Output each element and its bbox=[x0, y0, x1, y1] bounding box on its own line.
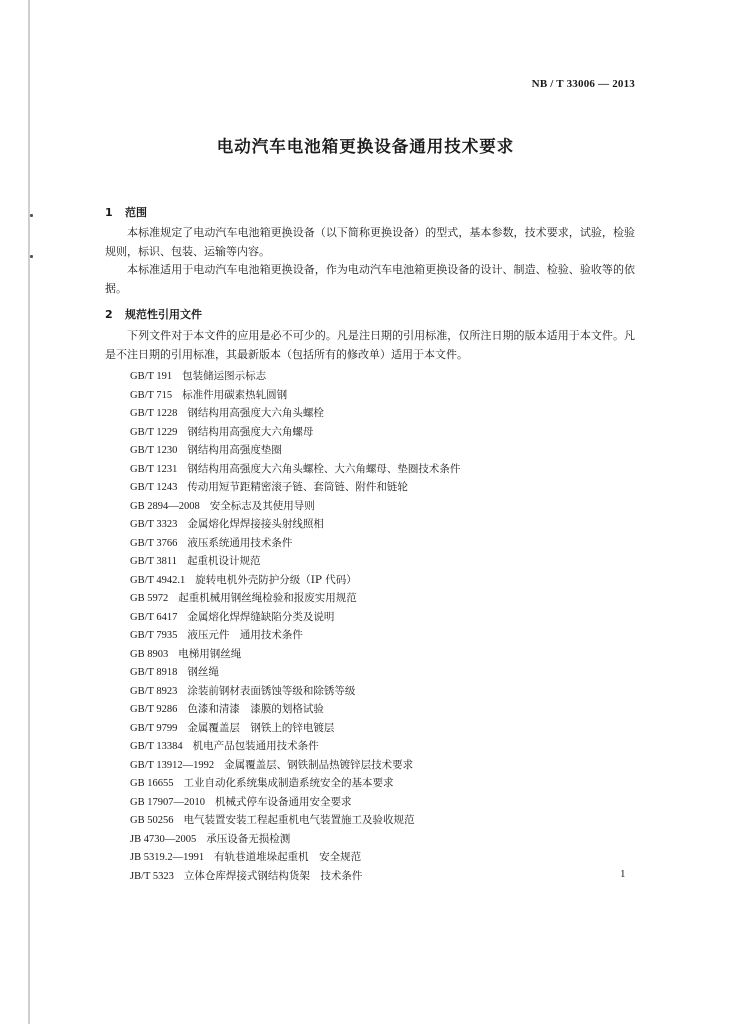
reference-code: GB/T 13912—1992 bbox=[130, 759, 215, 771]
reference-item bbox=[130, 719, 460, 738]
scope-paragraph: 本标准适用于电动汽车电池箱更换设备，作为电动汽车电池箱更换设备的设计、制造、检验、验收等的依据。 bbox=[105, 263, 635, 295]
reference-title: 传动用短节距精密滚子链、套筒链、附件和链轮 bbox=[187, 481, 408, 493]
section-heading-scope bbox=[105, 204, 147, 220]
reference-item bbox=[130, 700, 460, 719]
reference-item bbox=[130, 830, 460, 849]
reference-title: 电梯用钢丝绳 bbox=[178, 647, 242, 660]
reference-item bbox=[130, 441, 460, 460]
reference-code: GB 8903 bbox=[130, 648, 169, 660]
reference-title: 液压系统通用技术条件 bbox=[187, 536, 293, 549]
reference-item bbox=[130, 682, 460, 701]
reference-code: GB/T 8918 bbox=[130, 667, 178, 678]
reference-code: GB/T 9286 bbox=[130, 704, 178, 715]
section-title: 规范性引用文件 bbox=[125, 308, 202, 321]
reference-item bbox=[130, 774, 460, 793]
reference-title: 工业自动化系统集成制造系统安全的基本要求 bbox=[183, 777, 394, 789]
reference-code: GB/T 1231 bbox=[130, 463, 178, 475]
reference-list bbox=[130, 367, 460, 885]
reference-code: GB/T 3323 bbox=[130, 519, 178, 530]
reference-title: 包装储运图示标志 bbox=[182, 370, 267, 382]
reference-code: GB 2894—2008 bbox=[130, 500, 200, 512]
reference-code: GB/T 715 bbox=[130, 389, 173, 401]
reference-code: GB/T 13384 bbox=[130, 741, 183, 752]
reference-item bbox=[130, 423, 460, 442]
normative-refs-intro: 下列文件对于本文件的应用是必不可少的。凡是注日期的引用标准，仅所注日期的版本适用于本文件。凡是不注日期的引用标准，其最新版本（包括所有的修改单）适用于本文件。 bbox=[105, 329, 635, 361]
reference-title: 色漆和清漆 漆膜的划格试验 bbox=[187, 703, 324, 715]
standard-code: NB / T 33006 — 2013 bbox=[531, 78, 635, 90]
reference-code: GB/T 191 bbox=[130, 371, 173, 382]
reference-item bbox=[130, 367, 460, 386]
reference-title: 起重机设计规范 bbox=[186, 555, 261, 567]
reference-item bbox=[130, 515, 460, 534]
reference-item bbox=[130, 534, 460, 553]
reference-title: 电气装置安装工程起重机电气装置施工及验收规范 bbox=[183, 814, 415, 826]
reference-code: GB/T 4942.1 bbox=[130, 574, 186, 586]
reference-title: 起重机械用钢丝绳检验和报废实用规范 bbox=[178, 592, 357, 604]
reference-item bbox=[130, 663, 460, 682]
reference-code: GB/T 8923 bbox=[130, 685, 178, 697]
reference-code: GB/T 7935 bbox=[130, 630, 178, 641]
reference-item bbox=[130, 645, 460, 664]
reference-title: 旋转电机外壳防护分级（IP 代码） bbox=[195, 573, 357, 586]
reference-item bbox=[130, 404, 460, 423]
reference-code: JB/T 5323 bbox=[130, 870, 174, 882]
reference-item bbox=[130, 608, 460, 627]
reference-title: 立体仓库焊接式钢结构货架 技术条件 bbox=[183, 869, 363, 882]
scan-speck bbox=[30, 214, 33, 217]
reference-code: GB/T 3766 bbox=[130, 537, 178, 549]
reference-code: JB 4730—2005 bbox=[130, 833, 197, 845]
reference-item bbox=[130, 478, 460, 497]
reference-item bbox=[130, 497, 460, 516]
reference-code: GB/T 6417 bbox=[130, 611, 178, 623]
section-heading-normative-refs bbox=[105, 306, 202, 322]
reference-code: GB 17907—2010 bbox=[130, 796, 205, 808]
section-number: 1 bbox=[105, 206, 113, 219]
reference-item bbox=[130, 386, 460, 405]
reference-item bbox=[130, 589, 460, 608]
scope-paragraph: 本标准规定了电动汽车电池箱更换设备（以下简称更换设备）的型式，基本参数，技术要求，试验，检验规则，标识、包装、运输等内容。 bbox=[105, 226, 635, 258]
reference-item bbox=[130, 571, 460, 590]
reference-title: 钢丝绳 bbox=[187, 666, 219, 678]
reference-title: 安全标志及其使用导则 bbox=[209, 499, 315, 512]
scan-speck bbox=[30, 255, 33, 258]
reference-title: 液压元件 通用技术条件 bbox=[187, 629, 303, 641]
section-title: 范围 bbox=[125, 206, 147, 219]
document-title: 电动汽车电池箱更换设备通用技术要求 bbox=[216, 137, 515, 156]
reference-title: 金属覆盖层、钢铁制品热镀锌层技术要求 bbox=[224, 758, 414, 771]
reference-code: GB/T 3811 bbox=[130, 556, 177, 567]
page-number: 1 bbox=[620, 868, 626, 880]
reference-item bbox=[130, 848, 460, 867]
reference-code: GB 50256 bbox=[130, 815, 174, 826]
reference-item bbox=[130, 552, 460, 571]
reference-item bbox=[130, 793, 460, 812]
reference-title: 机电产品包装通用技术条件 bbox=[192, 740, 319, 752]
reference-code: GB 16655 bbox=[130, 778, 174, 789]
reference-item bbox=[130, 460, 460, 479]
reference-item bbox=[130, 626, 460, 645]
reference-item bbox=[130, 756, 460, 775]
reference-title: 机械式停车设备通用安全要求 bbox=[214, 795, 352, 808]
reference-title: 钢结构用高强度垫圈 bbox=[187, 444, 282, 456]
reference-title: 金属熔化焊焊缝缺陷分类及说明 bbox=[187, 610, 335, 623]
reference-title: 钢结构用高强度大六角螺母 bbox=[187, 425, 314, 438]
reference-code: GB/T 1228 bbox=[130, 408, 178, 419]
reference-title: 金属覆盖层 钢铁上的锌电镀层 bbox=[187, 721, 335, 734]
reference-code: GB/T 1230 bbox=[130, 445, 178, 456]
reference-title: 钢结构用高强度大六角头螺栓、大六角螺母、垫圈技术条件 bbox=[187, 462, 461, 475]
reference-code: GB/T 1229 bbox=[130, 426, 178, 438]
reference-code: JB 5319.2—1991 bbox=[130, 852, 205, 863]
reference-title: 有轨巷道堆垛起重机 安全规范 bbox=[214, 851, 362, 863]
reference-title: 钢结构用高强度大六角头螺栓 bbox=[187, 407, 324, 419]
reference-item bbox=[130, 737, 460, 756]
section-number: 2 bbox=[105, 308, 113, 321]
reference-title: 金属熔化焊焊接接头射线照相 bbox=[187, 518, 324, 530]
reference-item bbox=[130, 811, 460, 830]
reference-title: 标准件用碳素热轧圆钢 bbox=[182, 388, 288, 401]
reference-title: 涂装前钢材表面锈蚀等级和除锈等级 bbox=[187, 684, 356, 697]
reference-code: GB 5972 bbox=[130, 593, 169, 604]
reference-code: GB/T 9799 bbox=[130, 722, 178, 734]
reference-item bbox=[130, 867, 460, 886]
reference-code: GB/T 1243 bbox=[130, 482, 178, 493]
reference-title: 承压设备无损检测 bbox=[206, 832, 291, 845]
